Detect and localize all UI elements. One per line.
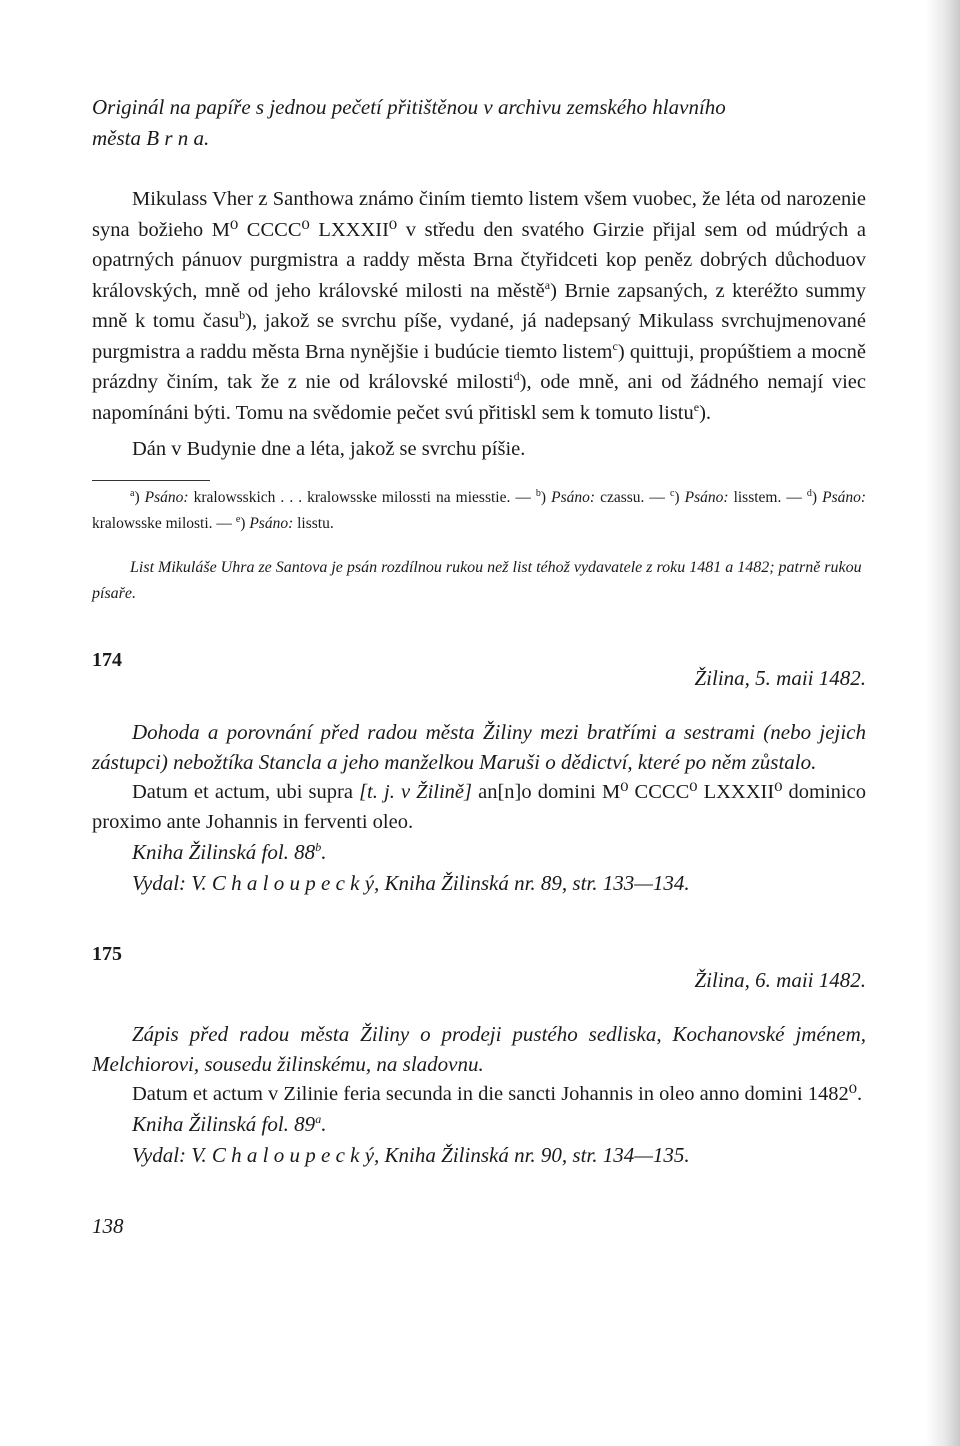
footnote-ref-a: a: [544, 277, 551, 292]
entry-source: Kniha Žilinská fol. 88$^b$.: [132, 840, 327, 864]
document-page: [92, 92, 866, 1171]
archive-note-line1: Originál na papíře s jednou pečetí přitištěnou v archivu zemského hlavního: [92, 95, 726, 119]
footnote-ref-d: d: [513, 369, 520, 384]
footnote-ref-b: b: [239, 308, 246, 323]
entry-edition: Vydal: V. C h a l o u p e c k ý, Kniha Žilinská nr. 90, str. 134—135.: [132, 1143, 690, 1167]
entry-174: [92, 649, 866, 899]
entry-summary: Zápis před radou města Žiliny o prodeji pustého sedliska, Kochanovské jménem, Melchiorovi, sousedu žilinskému, na sladovnu.: [92, 1022, 866, 1076]
entry-place-date: Žilina, 5. maii 1482.: [694, 666, 866, 690]
footnote-rule: [92, 480, 210, 481]
entry-datum: Datum et actum v Zilinie feria secunda in die sancti Johannis in oleo anno domini 1482⁰.: [132, 1083, 863, 1105]
page-number: 138: [92, 1214, 124, 1238]
entry-number: 175: [92, 943, 122, 965]
footnote-ref-c: c: [612, 338, 618, 353]
letter-text: Mikulass Vher z Santhowa známo činím tiemto listem všem vuobec, že léta od narozenie syna božieho M⁰ CCCC⁰ LXXXII⁰ v středu den svatého Girzie přijal sem od múdrých a opatrných pánuov purgmistra a raddy města Brna čtyřidceti kop peněz dobrých důchoduov královských, mně od jeho královské milosti na městě$^a$) Brnie zapsaných, z kteréžto summy mně k tomu času$^b$), jakož se svrchu píše, vydané, já nadepsaný Mikulass svrchujmenované purgmistra a raddu města Brna nynějšie i budúcie tiemto listem$^c$) quittuji, propúštiem a mocně prázdny činím, tak že z nie od královské milosti$^d$), ode mně, ani od žádného nemají viec napomínáni býti. Tomu na svědomie pečet svú přitiskl sem k tomuto listu$^e$).: [92, 188, 866, 424]
entry-175: [92, 943, 866, 1171]
city-name-spaced: B r n a.: [146, 126, 210, 150]
entry-source: Kniha Žilinská fol. 89$^a$.: [132, 1112, 327, 1136]
closing-line: Dán v Budynie dne a léta, jakož se svrchu píšie.: [132, 438, 526, 460]
entry-summary: Dohoda a porovnání před radou města Žiliny mezi bratřími a sestrami (nebo jejich zástupci) nebožtíka Stancla a jeho manželkou Maruši o dědictví, které po něm zůstalo.: [92, 720, 866, 774]
page-edge-shadow: [926, 0, 960, 1446]
archive-note-line2: města: [92, 126, 147, 150]
editorial-note: List Mikuláše Uhra ze Santova je psán rozdílnou rukou než list téhož vydavatele z roku 1481 a 1482; patrně rukou písaře.: [92, 559, 862, 602]
footnotes: $^a$) Psáno: kralowsskich . . . kralowsske milossti na miesstie. — $^b$) Psáno: czassu. — $^c$) Psáno: lisstem. — $^d$) Psáno: kralowsske milosti. — $^e$) Psáno: lisstu.: [92, 487, 867, 532]
entry-place-date: Žilina, 6. maii 1482.: [694, 968, 866, 992]
archive-note: [92, 92, 866, 154]
entry-edition: Vydal: V. C h a l o u p e c k ý, Kniha Žilinská nr. 89, str. 133—134.: [132, 871, 690, 895]
footnote-ref-e: e: [693, 399, 700, 414]
entry-datum: Datum et actum, ubi supra [t. j. v Žilině] an[n]o domini M⁰ CCCC⁰ LXXXII⁰ dominico proximo ante Johannis in ferventi oleo.: [92, 781, 866, 833]
entry-number: 174: [92, 649, 122, 671]
